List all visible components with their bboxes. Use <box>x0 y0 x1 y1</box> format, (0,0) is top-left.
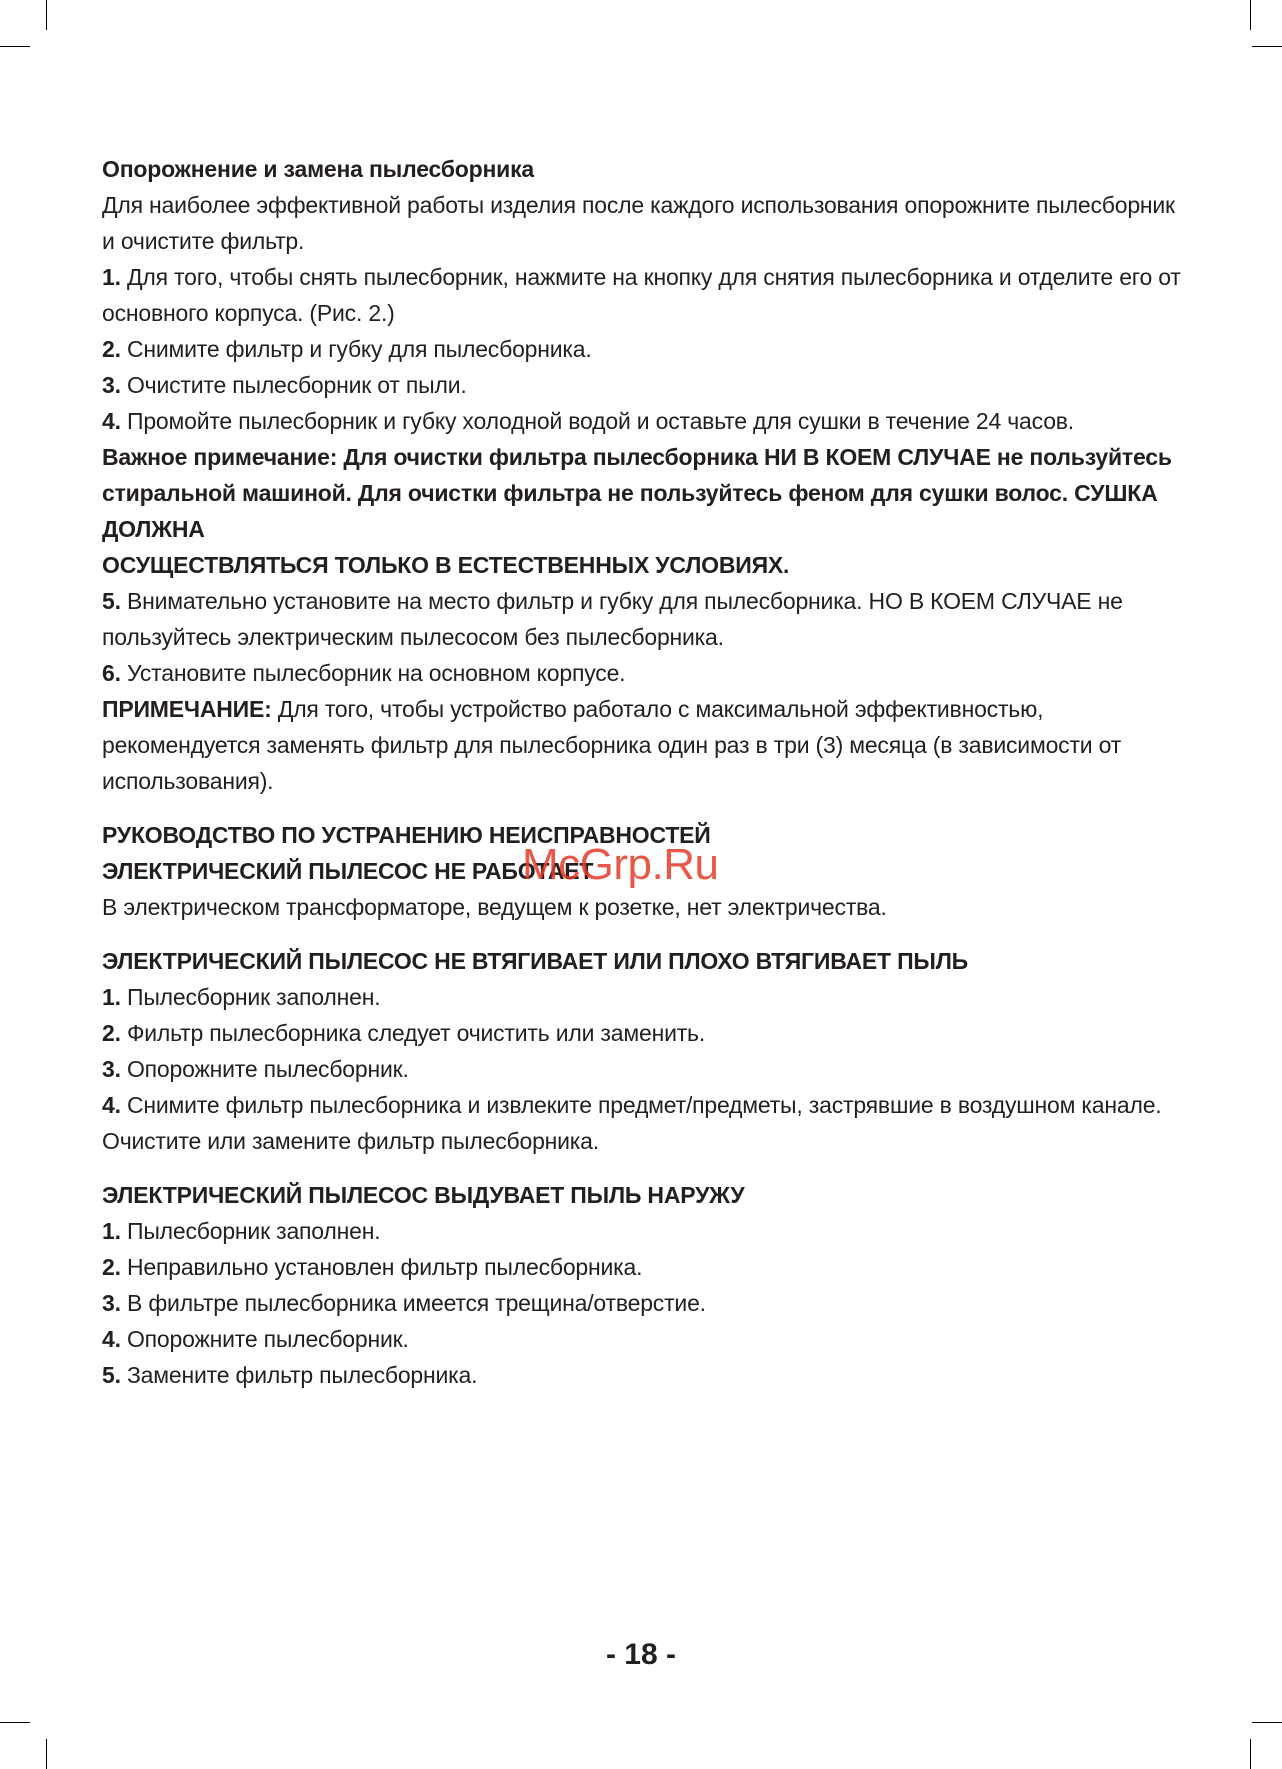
list-item: 2. Неправильно установлен фильтр пылесборника. <box>102 1254 643 1280</box>
problem-title: ЭЛЕКТРИЧЕСКИЙ ПЫЛЕСОС НЕ ВТЯГИВАЕТ ИЛИ ПЛОХО ВТЯГИВАЕТ ПЫЛЬ <box>102 948 968 974</box>
list-item: 4. Снимите фильтр пылесборника и извлеките предмет/предметы, застрявшие в воздушном канале. Очистите или замените фильтр пылесборника. <box>102 1092 1162 1154</box>
list-item: 1. Пылесборник заполнен. <box>102 984 381 1010</box>
list-item: 5. Замените фильтр пылесборника. <box>102 1362 478 1388</box>
troubleshooting-title: РУКОВОДСТВО ПО УСТРАНЕНИЮ НЕИСПРАВНОСТЕЙ <box>102 822 711 848</box>
watermark: McGrp.Ru <box>522 840 719 889</box>
problem-title: ЭЛЕКТРИЧЕСКИЙ ПЫЛЕСОС НЕ РАБОТАЕТ <box>102 858 594 884</box>
problem-cause: В электрическом трансформаторе, ведущем к розетке, нет электричества. <box>102 894 887 920</box>
list-item: 3. В фильтре пылесборника имеется трещина/отверстие. <box>102 1290 706 1316</box>
crop-mark <box>1252 46 1282 47</box>
important-note-continued: ОСУЩЕСТВЛЯТЬСЯ ТОЛЬКО В ЕСТЕСТВЕННЫХ УСЛОВИЯХ. <box>102 552 790 578</box>
crop-mark <box>1252 1722 1282 1723</box>
list-item: 2. Снимите фильтр и губку для пылесборника. <box>102 336 592 362</box>
crop-mark <box>46 1739 47 1769</box>
page-number: - 18 - <box>605 1638 677 1671</box>
section-title: Опорожнение и замена пылесборника <box>102 156 535 182</box>
problem-title: ЭЛЕКТРИЧЕСКИЙ ПЫЛЕСОС ВЫДУВАЕТ ПЫЛЬ НАРУЖУ <box>102 1182 745 1208</box>
crop-mark <box>46 0 47 30</box>
list-item: 3. Опорожните пылесборник. <box>102 1056 409 1082</box>
document-body <box>102 151 1182 1393</box>
note-paragraph: ПРИМЕЧАНИЕ: Для того, чтобы устройство работало с максимальной эффективностью, рекомендуется заменять фильтр для пылесборника один раз в три (3) месяца (в зависимости от использования). <box>102 696 1122 794</box>
list-item: 1. Для того, чтобы снять пылесборник, нажмите на кнопку для снятия пылесборника и отделите его от основного корпуса. (Рис. 2.) <box>102 264 1181 326</box>
crop-mark <box>0 1722 30 1723</box>
important-note: Важное примечание: Для очистки фильтра пылесборника НИ В КОЕМ СЛУЧАЕ не пользуйтесь стиральной машиной. Для очистки фильтра не пользуйтесь феном для сушки волос. СУШКА ДОЛЖНА <box>102 444 1172 542</box>
crop-mark <box>0 46 30 47</box>
list-item: 4. Промойте пылесборник и губку холодной водой и оставьте для сушки в течение 24 часов. <box>102 408 1074 434</box>
list-item: 3. Очистите пылесборник от пыли. <box>102 372 467 398</box>
intro-paragraph: Для наиболее эффективной работы изделия после каждого использования опорожните пылесборник и очистите фильтр. <box>102 192 1175 254</box>
list-item: 1. Пылесборник заполнен. <box>102 1218 381 1244</box>
crop-mark <box>1250 0 1251 30</box>
list-item: 2. Фильтр пылесборника следует очистить или заменить. <box>102 1020 706 1046</box>
list-item: 4. Опорожните пылесборник. <box>102 1326 409 1352</box>
crop-mark <box>1250 1739 1251 1769</box>
list-item: 5. Внимательно установите на место фильтр и губку для пылесборника. НО В КОЕМ СЛУЧАЕ не пользуйтесь электрическим пылесосом без пылесборника. <box>102 588 1123 650</box>
list-item: 6. Установите пылесборник на основном корпусе. <box>102 660 626 686</box>
